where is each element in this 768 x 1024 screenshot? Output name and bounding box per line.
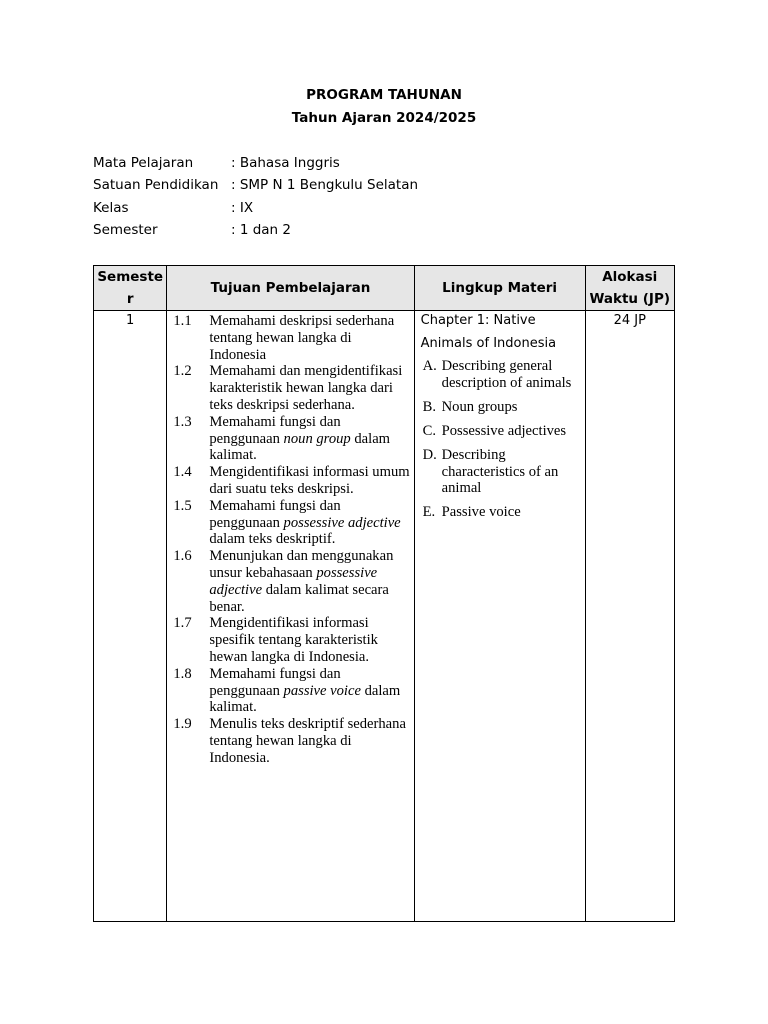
info-value: : IX	[231, 199, 254, 216]
list-item	[173, 548, 409, 615]
table-header-row	[94, 266, 675, 311]
header-tujuan: Tujuan Pembelajaran	[167, 266, 414, 311]
item-text: Memahami fungsi dan penggunaan passive voice dalam kalimat.	[209, 665, 401, 716]
table-row	[94, 311, 675, 922]
item-text: Passive voice	[441, 504, 521, 521]
info-label: Kelas	[93, 199, 129, 216]
lingkup-list	[415, 358, 585, 521]
list-item	[173, 363, 409, 413]
list-item	[173, 615, 409, 665]
item-letter: B.	[422, 398, 437, 415]
item-text: Memahami dan mengidentifikasi karakteristik hewan langka dari teks deskripsi sederhana.	[209, 363, 403, 413]
item-number: 1.6	[173, 548, 192, 565]
alokasi-cell: 24 JP	[585, 311, 674, 922]
item-text: Possessive adjectives	[441, 422, 567, 439]
item-number: 1.8	[173, 665, 192, 682]
list-item	[423, 399, 581, 416]
item-letter: E.	[422, 504, 436, 521]
semester-cell: 1	[94, 311, 167, 922]
item-letter: C.	[422, 422, 437, 439]
list-item	[173, 464, 409, 498]
header-lingkup: Lingkup Materi	[414, 266, 585, 311]
document-title: PROGRAM TAHUNAN	[306, 87, 462, 103]
list-item	[423, 423, 581, 440]
info-row-subject	[93, 154, 418, 176]
list-item	[173, 716, 409, 766]
item-letter: A.	[422, 358, 437, 374]
item-text: Mengidentifikasi informasi spesifik tentang karakteristik hewan langka di Indonesia.	[209, 615, 378, 665]
list-item	[173, 414, 409, 464]
header-alokasi: Alokasi Waktu (JP)	[585, 266, 674, 311]
info-value: : SMP N 1 Bengkulu Selatan	[231, 177, 419, 194]
lingkup-heading: Chapter 1: Native Animals of Indonesia	[420, 313, 557, 351]
info-label: Semester	[93, 221, 158, 238]
info-label: Mata Pelajaran	[93, 155, 194, 171]
list-item	[423, 358, 581, 392]
list-item	[173, 666, 409, 716]
item-text: Describing characteristics of an animal	[441, 446, 559, 497]
item-number: 1.5	[173, 497, 192, 514]
lingkup-cell	[414, 311, 585, 922]
item-number: 1.2	[173, 363, 192, 380]
academic-year: Tahun Ajaran 2024/2025	[291, 110, 477, 126]
item-number: 1.4	[173, 464, 192, 481]
list-item	[173, 498, 409, 548]
info-value: : Bahasa Inggris	[231, 155, 340, 171]
item-text: Memahami fungsi dan penggunaan possessive adjective dalam teks deskriptif.	[209, 497, 401, 548]
info-row-semester	[93, 221, 418, 243]
item-number: 1.7	[173, 615, 192, 632]
info-label: Satuan Pendidikan	[93, 177, 219, 194]
tujuan-list	[167, 311, 413, 767]
tujuan-cell	[167, 311, 414, 922]
item-text: Menulis teks deskriptif sederhana tentang hewan langka di Indonesia.	[209, 716, 406, 766]
item-number: 1.9	[173, 716, 192, 733]
item-text: Memahami fungsi dan penggunaan noun group dalam kalimat.	[209, 413, 391, 464]
item-number: 1.3	[173, 413, 192, 430]
item-number: 1.1	[173, 313, 192, 329]
list-item	[423, 504, 581, 521]
info-row-school	[93, 176, 418, 198]
header-semester: Semeste r	[94, 266, 167, 311]
item-text: Noun groups	[441, 398, 518, 415]
item-text: Describing general description of animals	[441, 358, 572, 391]
info-row-class	[93, 199, 418, 221]
list-item	[173, 313, 409, 363]
item-text: Menunjukan dan menggunakan unsur kebahasaan possessive adjective dalam kalimat secara benar.	[209, 548, 394, 615]
info-block	[93, 154, 418, 243]
item-text: Mengidentifikasi informasi umum dari suatu teks deskripsi.	[209, 464, 410, 497]
item-text: Memahami deskripsi sederhana tentang hewan langka di Indonesia	[209, 313, 395, 363]
list-item	[423, 447, 581, 497]
program-table	[93, 265, 675, 922]
info-value: : 1 dan 2	[231, 221, 291, 238]
item-letter: D.	[422, 446, 437, 463]
